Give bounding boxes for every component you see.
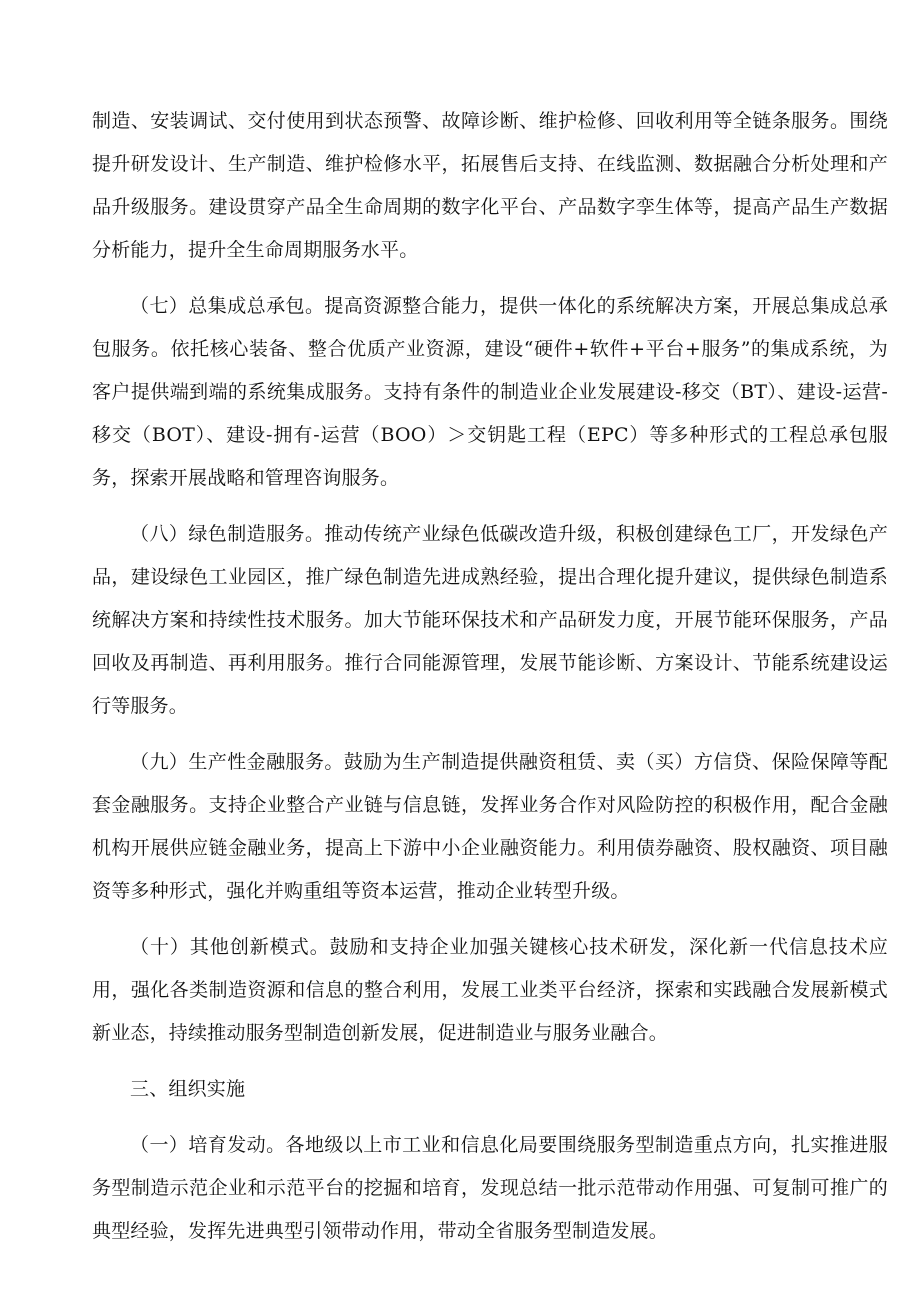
section-heading: 三、组织实施: [130, 1078, 246, 1100]
paragraph-general-contracting: （七）总集成总承包。提高资源整合能力，提供一体化的系统解决方案，开展总集成总承包服务。依托核心装备、整合优质产业资源，建设“硬件+软件+平台+服务”的集成系统，为客户提供端到端的系统集成服务。支持有条件的制造业企业发展建设-移交（BT）、建设-运营-移交（BOT）、建设-拥有-运营（BOO）＞交钥匙工程（EPC）等多种形式的工程总承包服务，探索开展战略和管理咨询服务。: [92, 295, 888, 489]
paragraph-cultivation: （一）培育发动。各地级以上市工业和信息化局要围绕服务型制造重点方向，扎实推进服务型制造示范企业和示范平台的挖掘和培育，发现总结一批示范带动作用强、可复制可推广的典型经验，发挥先进典型引领带动作用，带动全省服务型制造发展。: [92, 1134, 888, 1242]
paragraph-green-manufacturing: （八）绿色制造服务。推动传统产业绿色低碳改造升级，积极创建绿色工厂，开发绿色产品，建设绿色工业园区，推广绿色制造先进成熟经验，提出合理化提升建议，提供绿色制造系统解决方案和持续性技术服务。加大节能环保技术和产品研发力度，开展节能环保服务，产品回收及再制造、再利用服务。推行合同能源管理，发展节能诊断、方案设计、节能系统建设运行等服务。: [92, 523, 888, 717]
document-body: [92, 100, 888, 1253]
paragraph-continued: 制造、安装调试、交付使用到状态预警、故障诊断、维护检修、回收利用等全链条服务。围绕提升研发设计、生产制造、维护检修水平，拓展售后支持、在线监测、数据融合分析处理和产品升级服务。建设贯穿产品全生命周期的数字化平台、产品数字孪生体等，提高产品生产数据分析能力，提升全生命周期服务水平。: [92, 110, 888, 261]
paragraph-other-innovation: （十）其他创新模式。鼓励和支持企业加强关键核心技术研发，深化新一代信息技术应用，强化各类制造资源和信息的整合利用，发展工业类平台经济，探索和实践融合发展新模式新业态，持续推动服务型制造创新发展，促进制造业与服务业融合。: [92, 936, 888, 1044]
paragraph-productive-finance: （九）生产性金融服务。鼓励为生产制造提供融资租赁、卖（买）方信贷、保险保障等配套金融服务。支持企业整合产业链与信息链，发挥业务合作对风险防控的积极作用，配合金融机构开展供应链金融业务，提高上下游中小企业融资能力。利用债券融资、股权融资、项目融资等多种形式，强化并购重组等资本运营，推动企业转型升级。: [92, 751, 888, 902]
